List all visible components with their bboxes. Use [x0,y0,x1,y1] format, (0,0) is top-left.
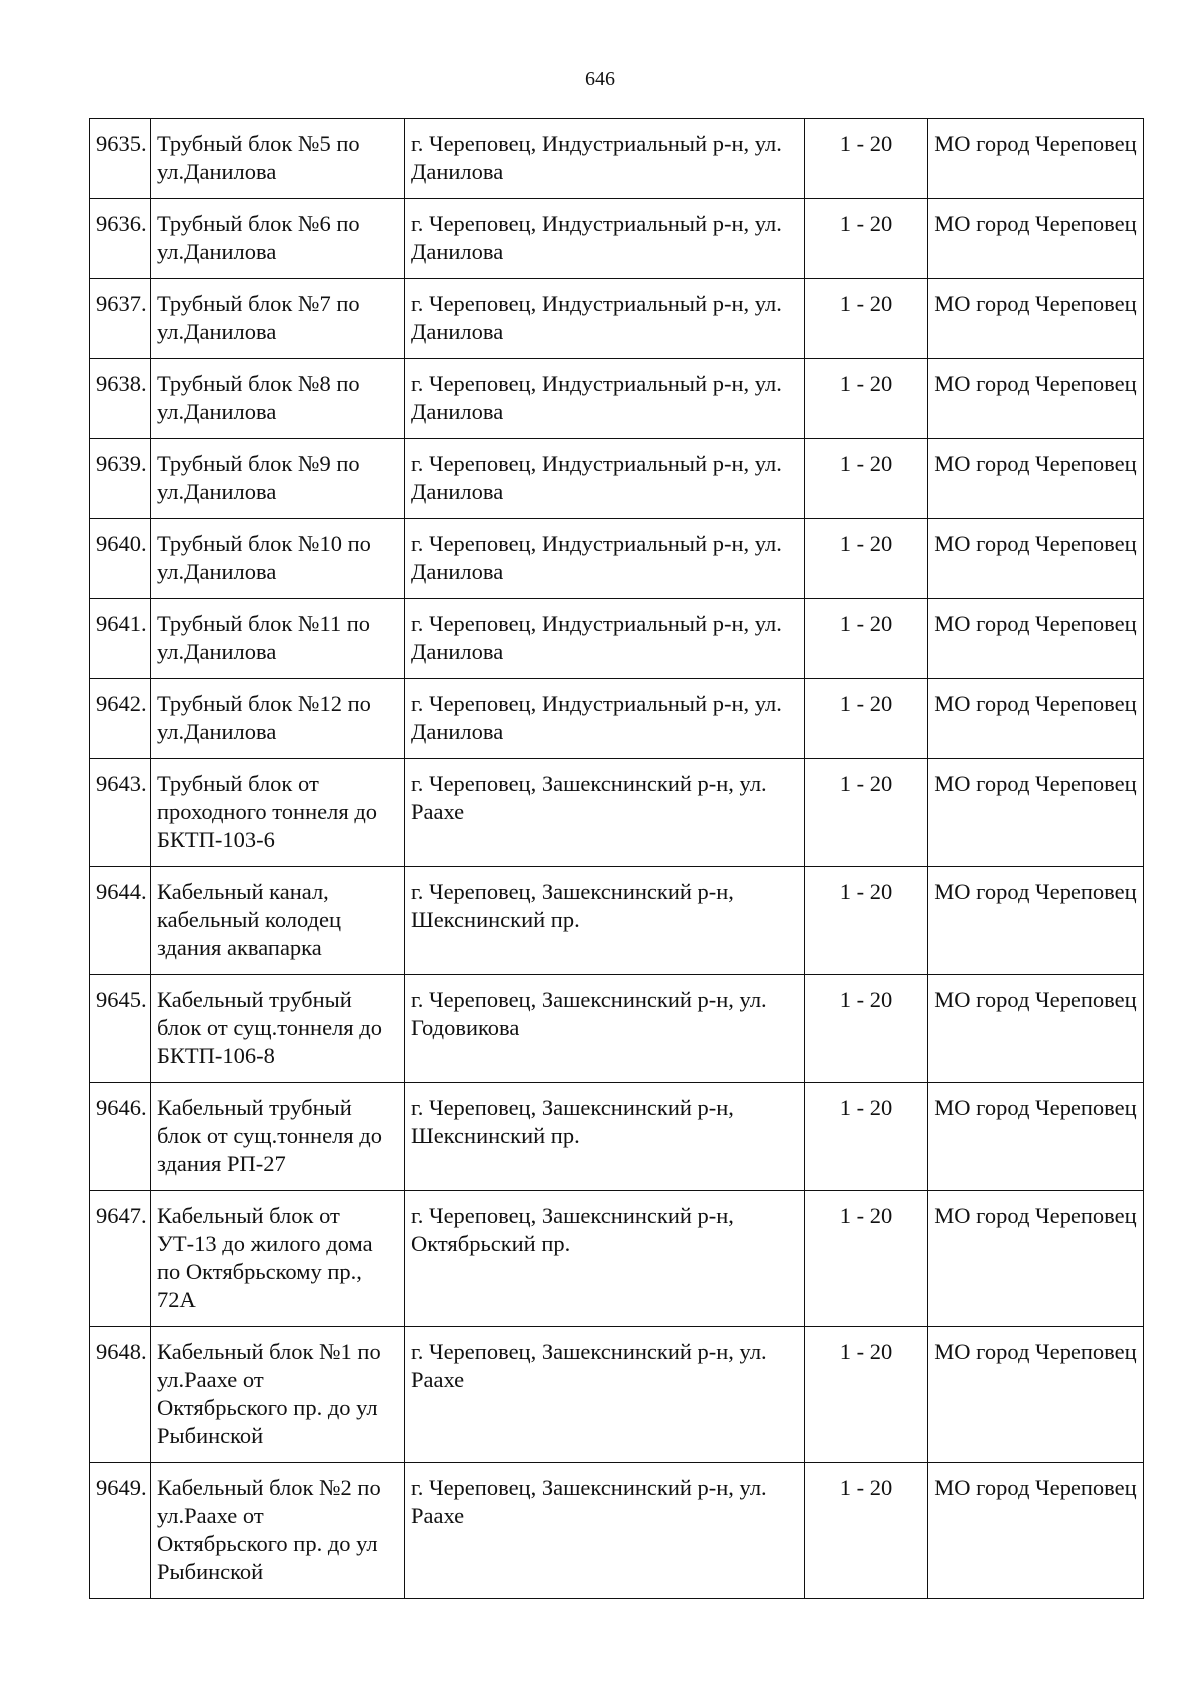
object-name-cell: Трубный блок №11 по ул.Данилова [151,599,405,679]
table-row [90,439,1144,519]
address-cell: г. Череповец, Индустриальный р-н, ул. Данилова [405,599,805,679]
owner-cell: МО город Череповец [928,519,1144,599]
address-cell: г. Череповец, Индустриальный р-н, ул. Данилова [405,199,805,279]
table-row [90,1191,1144,1327]
object-name-cell: Кабельный канал, кабельный колодец здания аквапарка [151,867,405,975]
object-name-cell: Трубный блок №12 по ул.Данилова [151,679,405,759]
owner-cell: МО город Череповец [928,1191,1144,1327]
period-cell: 1 - 20 [805,867,928,975]
registry-table [89,118,1144,1599]
row-number-cell: 9637. [90,279,151,359]
row-number-cell: 9640. [90,519,151,599]
period-cell: 1 - 20 [805,279,928,359]
owner-cell: МО город Череповец [928,679,1144,759]
object-name-cell: Трубный блок №8 по ул.Данилова [151,359,405,439]
address-cell: г. Череповец, Зашекснинский р-н, Октябрьский пр. [405,1191,805,1327]
owner-cell: МО город Череповец [928,279,1144,359]
address-cell: г. Череповец, Индустриальный р-н, ул. Данилова [405,519,805,599]
table-row [90,519,1144,599]
object-name-cell: Трубный блок №7 по ул.Данилова [151,279,405,359]
row-number-cell: 9646. [90,1083,151,1191]
owner-cell: МО город Череповец [928,599,1144,679]
row-number-cell: 9641. [90,599,151,679]
period-cell: 1 - 20 [805,519,928,599]
table-row [90,1463,1144,1599]
period-cell: 1 - 20 [805,1463,928,1599]
address-cell: г. Череповец, Зашекснинский р-н, ул. Раахе [405,1463,805,1599]
object-name-cell: Кабельный блок №1 по ул.Раахе от Октябрьского пр. до ул Рыбинской [151,1327,405,1463]
owner-cell: МО город Череповец [928,975,1144,1083]
object-name-cell: Кабельный трубный блок от сущ.тоннеля до БКТП-106-8 [151,975,405,1083]
row-number-cell: 9648. [90,1327,151,1463]
table-row [90,279,1144,359]
table-row [90,759,1144,867]
table-row [90,119,1144,199]
row-number-cell: 9639. [90,439,151,519]
owner-cell: МО город Череповец [928,439,1144,519]
address-cell: г. Череповец, Зашекснинский р-н, Шекснинский пр. [405,1083,805,1191]
owner-cell: МО город Череповец [928,359,1144,439]
table-body [90,119,1144,1599]
owner-cell: МО город Череповец [928,867,1144,975]
period-cell: 1 - 20 [805,1327,928,1463]
table-row [90,1083,1144,1191]
address-cell: г. Череповец, Зашекснинский р-н, ул. Годовикова [405,975,805,1083]
object-name-cell: Трубный блок №10 по ул.Данилова [151,519,405,599]
period-cell: 1 - 20 [805,679,928,759]
object-name-cell: Трубный блок №9 по ул.Данилова [151,439,405,519]
period-cell: 1 - 20 [805,975,928,1083]
address-cell: г. Череповец, Зашекснинский р-н, ул. Раахе [405,759,805,867]
object-name-cell: Кабельный трубный блок от сущ.тоннеля до здания РП-27 [151,1083,405,1191]
row-number-cell: 9647. [90,1191,151,1327]
address-cell: г. Череповец, Индустриальный р-н, ул. Данилова [405,119,805,199]
period-cell: 1 - 20 [805,599,928,679]
row-number-cell: 9636. [90,199,151,279]
table-row [90,1327,1144,1463]
address-cell: г. Череповец, Индустриальный р-н, ул. Данилова [405,679,805,759]
address-cell: г. Череповец, Зашекснинский р-н, ул. Раахе [405,1327,805,1463]
row-number-cell: 9649. [90,1463,151,1599]
period-cell: 1 - 20 [805,1191,928,1327]
object-name-cell: Трубный блок №5 по ул.Данилова [151,119,405,199]
owner-cell: МО город Череповец [928,1083,1144,1191]
period-cell: 1 - 20 [805,1083,928,1191]
period-cell: 1 - 20 [805,199,928,279]
row-number-cell: 9645. [90,975,151,1083]
row-number-cell: 9642. [90,679,151,759]
address-cell: г. Череповец, Индустриальный р-н, ул. Данилова [405,279,805,359]
object-name-cell: Кабельный блок №2 по ул.Раахе от Октябрьского пр. до ул Рыбинской [151,1463,405,1599]
row-number-cell: 9638. [90,359,151,439]
object-name-cell: Кабельный блок от УТ-13 до жилого дома по Октябрьскому пр., 72А [151,1191,405,1327]
row-number-cell: 9643. [90,759,151,867]
period-cell: 1 - 20 [805,439,928,519]
owner-cell: МО город Череповец [928,759,1144,867]
owner-cell: МО город Череповец [928,119,1144,199]
period-cell: 1 - 20 [805,359,928,439]
owner-cell: МО город Череповец [928,1327,1144,1463]
period-cell: 1 - 20 [805,119,928,199]
page-number: 646 [585,68,615,90]
row-number-cell: 9644. [90,867,151,975]
object-name-cell: Трубный блок от проходного тоннеля до БКТП-103-6 [151,759,405,867]
owner-cell: МО город Череповец [928,1463,1144,1599]
address-cell: г. Череповец, Индустриальный р-н, ул. Данилова [405,359,805,439]
address-cell: г. Череповец, Индустриальный р-н, ул. Данилова [405,439,805,519]
table-row [90,975,1144,1083]
table-row [90,599,1144,679]
table-row [90,359,1144,439]
object-name-cell: Трубный блок №6 по ул.Данилова [151,199,405,279]
address-cell: г. Череповец, Зашекснинский р-н, Шекснинский пр. [405,867,805,975]
owner-cell: МО город Череповец [928,199,1144,279]
table-row [90,679,1144,759]
table-row [90,867,1144,975]
table-row [90,199,1144,279]
period-cell: 1 - 20 [805,759,928,867]
row-number-cell: 9635. [90,119,151,199]
